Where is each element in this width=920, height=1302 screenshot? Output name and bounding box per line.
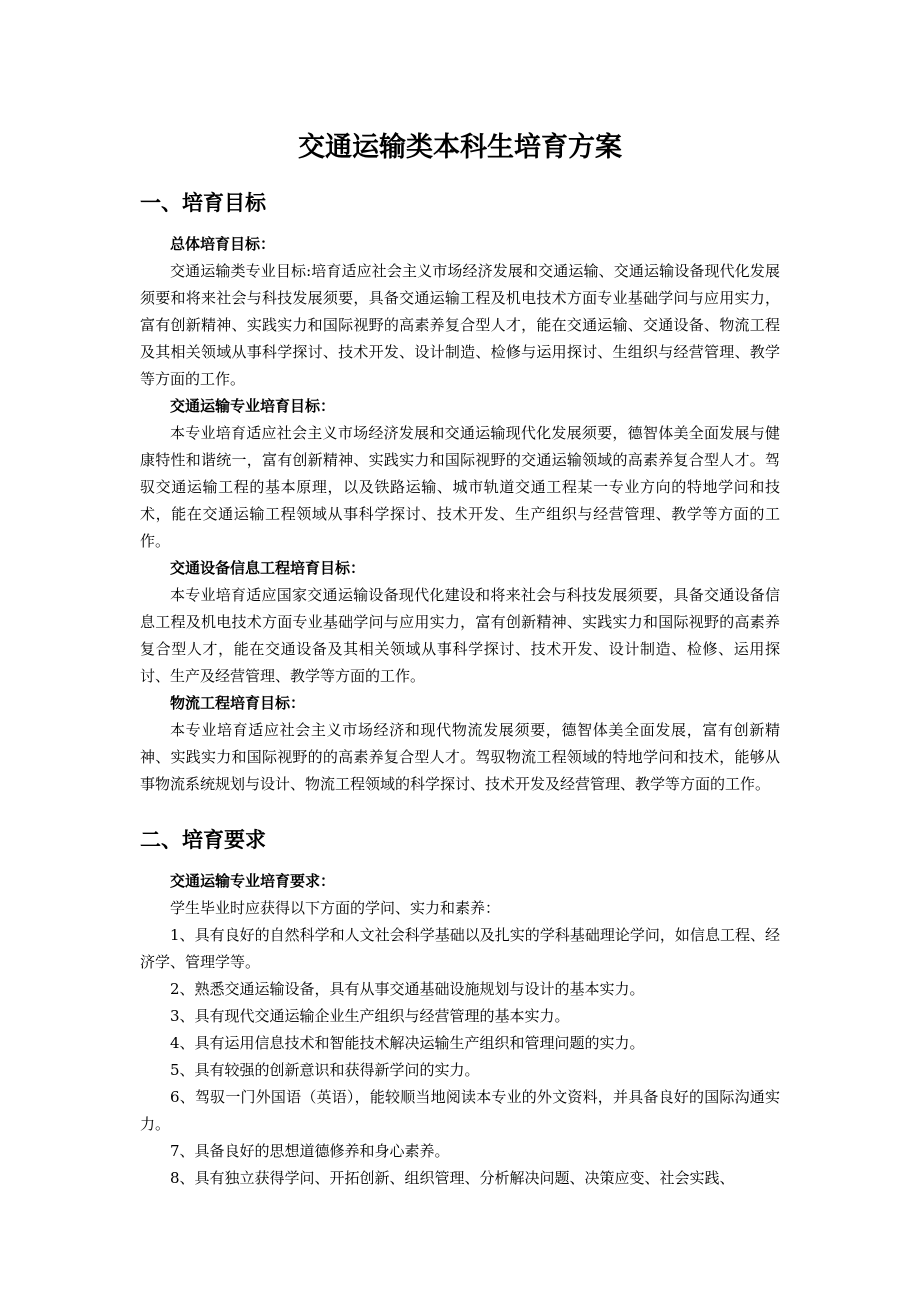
requirement-item: 8、具有独立获得学问、开拓创新、组织管理、分析解决问题、决策应变、社会实践、 (170, 1169, 735, 1187)
section-heading-requirements: 二、培育要求 (140, 828, 266, 852)
transport-req-label: 交通运输专业培育要求： (170, 872, 336, 890)
equipment-goal-text: 本专业培育适应国家交通运输设备现代化建设和将来社会与科技发展须要，具备交通设备信息工程及机电技术方面专业基础学问与应用实力，富有创新精神、实践实力和国际视野的高素养复合型人才，能在交通设备及其相关领域从事科学探讨、技术开发、设计制造、检修、运用探讨、生产及经营管理、教学等方面的工作。 (140, 586, 780, 685)
requirement-item: 4、具有运用信息技术和智能技术解决运输生产组织和管理问题的实力。 (170, 1034, 645, 1052)
goals-body (140, 231, 780, 798)
logistics-goal-label: 物流工程培育目标： (170, 694, 306, 712)
requirement-item: 7、具备良好的思想道德修养和身心素养。 (170, 1142, 450, 1160)
general-goal-text: 交通运输类专业目标:培育适应社会主义市场经济发展和交通运输、交通运输设备现代化发展须要和将来社会与科技发展须要，具备交通运输工程及机电技术方面专业基础学问与应用实力，富有创新精神、实践实力和国际视野的高素养复合型人才，能在交通运输、交通设备、物流工程及其相关领域从事科学探讨、技术开发、设计制造、检修与运用探讨、生组织与经营管理、教学等方面的工作。 (140, 262, 780, 388)
requirement-item: 6、驾驭一门外国语（英语），能较顺当地阅读本专业的外文资料，并具备良好的国际沟通实力。 (140, 1088, 780, 1133)
transport-goal-text: 本专业培育适应社会主义市场经济发展和交通运输现代化发展须要，德智体美全面发展与健康特性和谐统一，富有创新精神、实践实力和国际视野的交通运输领域的高素养复合型人才。驾驭交通运输工程的基本原理，以及铁路运输、城市轨道交通工程某一专业方向的特地学问和技术，能在交通运输工程领域从事科学探讨、技术开发、生产组织与经营管理、教学等方面的工作。 (140, 424, 780, 550)
transport-goal-label: 交通运输专业培育目标： (170, 397, 336, 415)
section-heading-goals: 一、培育目标 (140, 191, 266, 215)
requirement-item: 1、具有良好的自然科学和人文社会科学基础以及扎实的学科基础理论学问，如信息工程、经济学、管理学等。 (140, 926, 780, 971)
requirements-body (140, 868, 780, 1192)
equipment-goal-label: 交通设备信息工程培育目标： (170, 559, 366, 577)
document-title: 交通运输类本科生培育方案 (298, 132, 622, 163)
requirement-item: 5、具有较强的创新意识和获得新学问的实力。 (170, 1061, 480, 1079)
transport-req-intro: 学生毕业时应获得以下方面的学问、实力和素养： (170, 899, 501, 917)
general-goal-label: 总体培育目标： (170, 235, 276, 253)
requirement-item: 2、熟悉交通运输设备，具有从事交通基础设施规划与设计的基本实力。 (170, 980, 645, 998)
requirement-item: 3、具有现代交通运输企业生产组织与经营管理的基本实力。 (170, 1007, 570, 1025)
logistics-goal-text: 本专业培育适应社会主义市场经济和现代物流发展须要，德智体美全面发展，富有创新精神、实践实力和国际视野的的高素养复合型人才。驾驭物流工程领域的特地学问和技术，能够从事物流系统规划与设计、物流工程领域的科学探讨、技术开发及经营管理、教学等方面的工作。 (140, 721, 780, 793)
